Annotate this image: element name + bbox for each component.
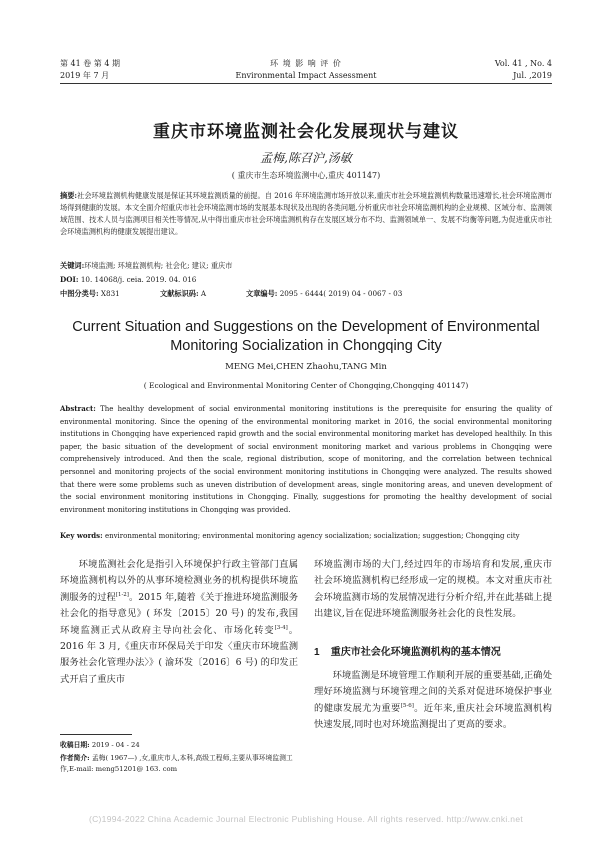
paper-title-en: Current Situation and Suggestions on the Development of Environmental Monitoring Socialization in Chongqing City (72, 319, 540, 354)
body-right-paragraph-2 (314, 668, 552, 734)
clc-value: X831 (100, 289, 120, 298)
body-right-text-2: 。近年来,重庆社会环境监测机构快速发展,同时也对环境监测提出了更高的要求。 (314, 702, 552, 731)
clc-label: 中图分类号: (60, 289, 99, 298)
abstract-en-label: Abstract: (60, 404, 96, 413)
copyright-notice: (C)1994-2022 China Academic Journal Electronic Publishing House. All rights reserved. http://www.cnki.net (88, 814, 524, 824)
header-volume-issue: 第 41 卷 第 4 期 (60, 59, 120, 68)
received-label: 收稿日期: (60, 741, 90, 749)
paper-title-cn: 重庆市环境监测社会化发展现状与建议 (153, 122, 459, 142)
footnote-author (60, 753, 300, 775)
doc-code (160, 288, 206, 300)
citation-1-2: [1-2] (115, 591, 129, 598)
article-number (246, 288, 402, 300)
keywords-cn-label: 关键词: (60, 261, 85, 270)
keywords-en-text: environmental monitoring; environmental monitoring agency socialization; socialization; suggestion; Chongqing city (104, 532, 520, 540)
citation-5-6: [5-6] (400, 702, 414, 709)
received-value: 2019 - 04 - 24 (91, 741, 140, 749)
article-label: 文章编号: (246, 289, 278, 298)
body-right-paragraph-1: 环境监测市场的大门,经过四年的市场培育和发展,重庆市社会环境监测机构已经形成一定的规模。本文对重庆市社会环境监测市场的发展情况进行分析介绍,并在此基础上提出建议,旨在促进环境监测服务社会化的良性发展。 (314, 559, 552, 620)
header-journal-cn: 环 境 影 响 评 价 (270, 59, 342, 68)
affiliation-en: ( Ecological and Environmental Monitoring Center of Chongqing,Chongqing 401147) (143, 381, 469, 390)
header-vol-en: Vol. 41 , No. 4 (494, 59, 552, 68)
citation-3-4: [3-4] (274, 624, 288, 631)
doc-label: 文献标识码: (160, 289, 199, 298)
body-left-text-1: 环境监测社会化是指引入环境保护行政主管部门直属环境监测机构以外的从事环境检测业务的机构提供环境监测服务的过程 (60, 559, 298, 603)
body-left-text-3: 。2016 年 3 月,《重庆市环保局关于印发〈重庆市环境监测服务社会化管理办法〉》( 渝环发〔2016〕6 号) 的印发正式开启了重庆市 (60, 624, 298, 685)
keywords-cn-text: 环境监测; 环境监测机构; 社会化; 建议; 重庆市 (84, 261, 233, 270)
header-rule (60, 83, 552, 84)
doi (60, 274, 552, 286)
footnote-received (60, 740, 300, 751)
author-bio-value: 孟梅( 1967—) ,女,重庆市人,本科,高级工程师,主要从事环境监测工作,E-mail: meng51201@ 163. com (60, 754, 293, 773)
header-date-en: Jul. ,2019 (513, 71, 552, 80)
abstract-cn-text: 社会环境监测机构健康发展是保证其环境监测质量的前提。自 2016 年环境监测市场开放以来,重庆市社会环境监测机构数量迅速增长,社会环境监测市场得到健康的发展。本文全面介绍重庆市社会环境监测市场的发展基本现状及出现的各类问题,分析重庆市社会环境监测机构的企业规模、区域分布、监测领域范围、技术人员与监测项目相关性等情况,从中得出重庆市社会环境监测机构存在发展区域分布不均、监测领域单一、发展不均衡等问题,为促进重庆市社会环境监测机构的健康发展提出建议。 (60, 191, 553, 236)
section-title: 重庆市社会化环境监测机构的基本情况 (330, 647, 501, 658)
abstract-cn-label: 摘要: (60, 191, 78, 200)
article-value: 2095 - 6444( 2019) 04 - 0067 - 03 (279, 289, 403, 298)
clc-number (60, 288, 120, 300)
doi-label: DOI: (60, 275, 79, 284)
header-journal-en: Environmental Impact Assessment (235, 71, 377, 80)
body-right-text-1: 环境监测是环境管理工作顺利开展的重要基础,正确处理好环境监测与环境管理之间的关系对促进环境保护事业的健康发展尤为重要 (314, 670, 552, 714)
keywords-en-label: Key words: (60, 531, 103, 540)
author-bio-label: 作者简介: (60, 754, 90, 762)
keywords-cn (60, 260, 552, 272)
body-left-paragraph (60, 557, 298, 688)
authors-en: MENG Mei,CHEN Zhaohu,TANG Min (225, 362, 387, 372)
doc-value: A (200, 289, 207, 298)
keywords-en (60, 530, 552, 542)
abstract-en-text: The healthy development of social environmental monitoring institutions is the prerequisite for ensuring the quality of environmental monitoring. Since the opening of the environmental monitoring market in 2016, the social environmental monitoring institutions in Chongqing have experienced rapid growth and the social environmental monitoring market has developed healthily. In this paper, the basic situation of the development of social environment monitoring market and various problems in Chongqing were comprehensively introduced. And then the scale, regional distribution, scope of monitoring, and the correlation between technical personnel and monitoring projects of the social environment monitoring institutions in Chongqing were analyzed. The results showed that there were some problems such as uneven distribution of development areas, single monitoring areas, and uneven development of the social environment monitoring institutions in Chongqing. Finally, suggestions for promoting the healthy development of social environment monitoring institutions in Chongqing was provided. (60, 405, 552, 514)
body-left-text-2: 。2015 年,随着《关于推进环境监测服务社会化的指导意见》( 环发〔2015〕20 号) 的发布,我国环境监测正式从政府主导向社会化、市场化转变 (60, 591, 298, 636)
header-date: 2019 年 7 月 (60, 71, 110, 80)
section-heading-1 (314, 645, 552, 661)
abstract-en (60, 403, 552, 516)
doi-value: 10. 14068/j. ceia. 2019. 04. 016 (80, 275, 197, 284)
affiliation-cn: ( 重庆市生态环境监测中心,重庆 401147) (231, 171, 381, 180)
authors-cn: 孟梅,陈召沪,汤敏 (260, 151, 352, 165)
abstract-cn (60, 190, 552, 238)
section-number: 1 (314, 647, 320, 658)
footnote-rule (60, 734, 132, 735)
